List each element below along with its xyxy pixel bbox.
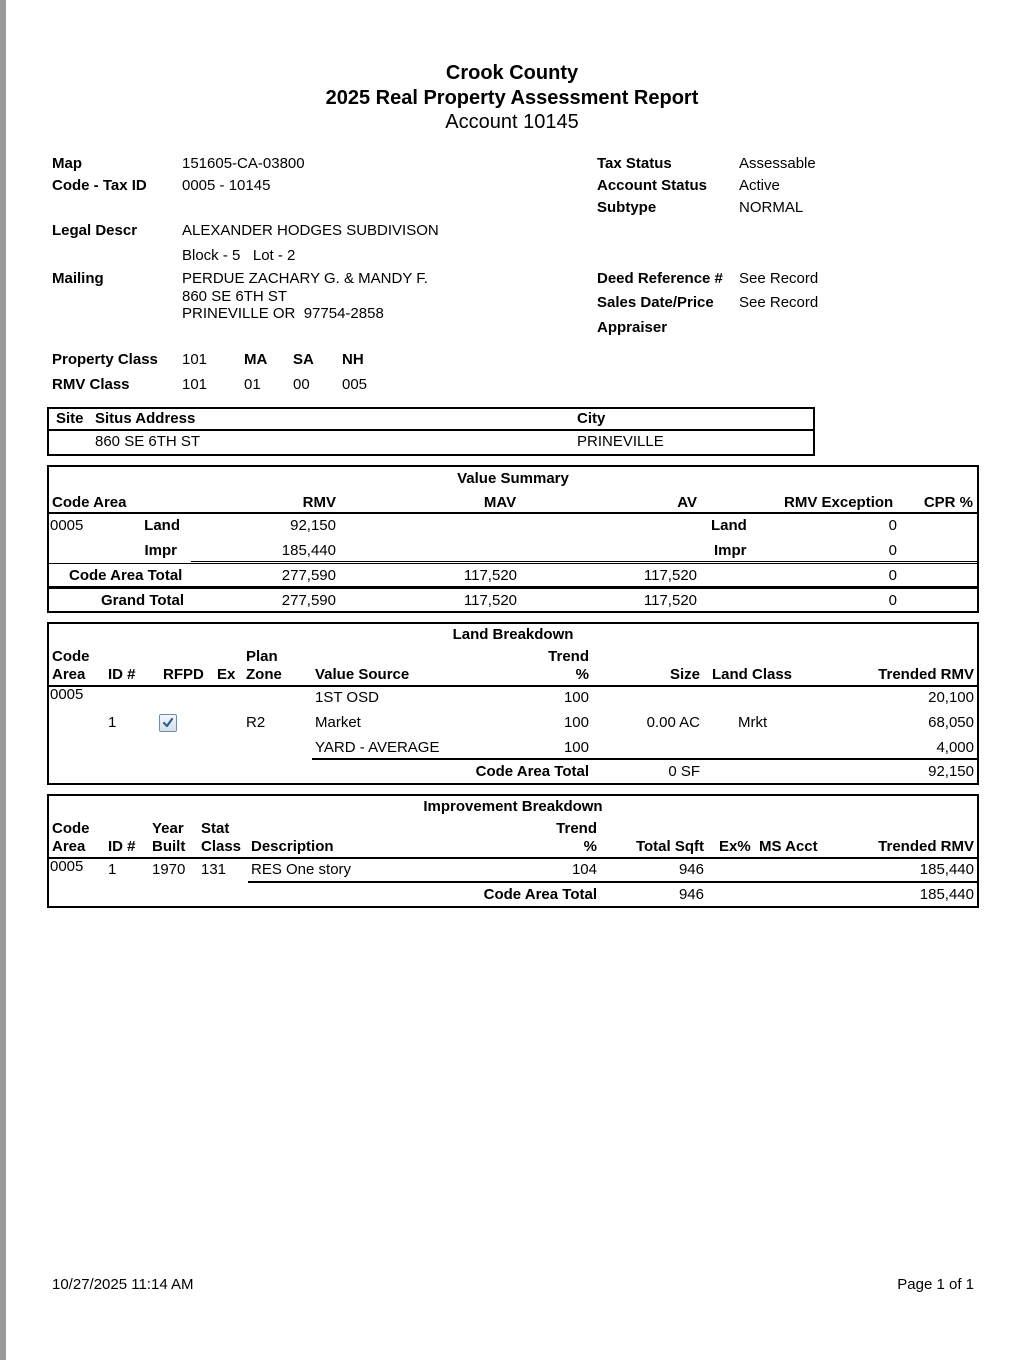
vs-impr-label: Impr (144, 542, 177, 559)
ma-label: MA (244, 351, 268, 368)
vs-mav-header: MAV (483, 494, 517, 511)
report-page (6, 0, 1036, 1360)
divider (191, 561, 977, 562)
account-status-label: Account Status (597, 177, 708, 194)
lb-land-class-header: Land Class (712, 666, 793, 683)
vs-code-area-total-label: Code Area Total (69, 567, 183, 584)
lb-row3-trended: 4,000 (936, 739, 974, 756)
ib-class-header: Class (201, 838, 242, 855)
situs-city-header: City (577, 410, 606, 427)
lb-size-header: Size (669, 666, 700, 683)
ib-total-label: Code Area Total (483, 886, 597, 903)
mailing-line2: 860 SE 6TH ST (182, 288, 288, 305)
sales-label: Sales Date/Price (597, 294, 714, 311)
footer-page-number: Page 1 of 1 (897, 1276, 974, 1293)
account-status-value: Active (739, 177, 780, 194)
lb-zone-header: Zone (246, 666, 282, 683)
vs-grand-total-label: Grand Total (101, 592, 185, 609)
lb-row3-source: YARD - AVERAGE (315, 739, 440, 756)
divider (47, 429, 815, 431)
ib-row-trended: 185,440 (919, 861, 974, 878)
situs-site-header: Site (56, 410, 84, 427)
vs-cat-rmv: 277,590 (281, 567, 336, 584)
vs-rmv-exception-header: RMV Exception (784, 494, 894, 511)
lb-code-header: Code (52, 648, 90, 665)
divider (47, 563, 979, 564)
vs-rmv-header: RMV (302, 494, 336, 511)
lb-row2-zone: R2 (246, 714, 266, 731)
ib-area-header: Area (52, 838, 86, 855)
value-summary-title: Value Summary (457, 470, 569, 487)
footer-timestamp: 10/27/2025 11:14 AM (52, 1276, 194, 1293)
map-value: 151605-CA-03800 (182, 155, 305, 172)
situs-city: PRINEVILLE (577, 433, 664, 450)
tax-status-value: Assessable (739, 155, 816, 172)
ib-trended-rmv-header: Trended RMV (878, 838, 974, 855)
divider (47, 512, 979, 514)
lb-code-area: 0005 (50, 686, 84, 703)
vs-exc-land: 0 (888, 517, 897, 534)
vs-gt-exc: 0 (888, 592, 897, 609)
divider (47, 586, 979, 589)
tax-status-label: Tax Status (597, 155, 672, 172)
lb-rfpd-header: RFPD (163, 666, 204, 683)
vs-cat-exc: 0 (888, 567, 897, 584)
lb-plan-header: Plan (246, 648, 278, 665)
vs-exc-impr-label: Impr (714, 542, 747, 559)
map-label: Map (52, 155, 82, 172)
ib-stat-header: Stat (201, 820, 230, 837)
sa-label: SA (293, 351, 314, 368)
vs-cpr-header: CPR % (923, 494, 973, 511)
ib-ms-acct-header: MS Acct (759, 838, 818, 855)
mailing-line1: PERDUE ZACHARY G. & MANDY F. (182, 270, 428, 287)
ib-pct-header: % (583, 838, 597, 855)
ib-row-trend: 104 (571, 861, 597, 878)
vs-impr-rmv: 185,440 (281, 542, 336, 559)
ib-total-sqft: 946 (678, 886, 704, 903)
lb-row1-trend: 100 (563, 689, 589, 706)
lb-id-header: ID # (108, 666, 136, 683)
lb-row3-trend: 100 (563, 739, 589, 756)
lb-value-source-header: Value Source (315, 666, 410, 683)
ib-trend-header: Trend (556, 820, 597, 837)
property-class-label: Property Class (52, 351, 158, 368)
legal-descr-value: ALEXANDER HODGES SUBDIVISON (182, 222, 439, 239)
deed-ref-label: Deed Reference # (597, 270, 723, 287)
nh-value: 005 (342, 376, 368, 393)
vs-av-header: AV (677, 494, 697, 511)
nh-label: NH (342, 351, 364, 368)
code-tax-id-label: Code - Tax ID (52, 177, 147, 194)
block-lot: Block - 5 Lot - 2 (182, 247, 296, 264)
lb-trended-rmv-header: Trended RMV (878, 666, 974, 683)
legal-descr-label: Legal Descr (52, 222, 138, 239)
lb-ex-header: Ex (217, 666, 236, 683)
divider (47, 857, 979, 859)
lb-row1-trended: 20,100 (928, 689, 974, 706)
lb-row2-trended: 68,050 (928, 714, 974, 731)
sa-value: 00 (293, 376, 310, 393)
vs-land-label: Land (144, 517, 180, 534)
mailing-label: Mailing (52, 270, 104, 287)
vs-cat-av: 117,520 (643, 567, 697, 584)
rfpd-checkbox[interactable] (159, 714, 177, 732)
lb-row2-trend: 100 (563, 714, 589, 731)
subtype-value: NORMAL (739, 199, 804, 216)
rmv-class-label: RMV Class (52, 376, 130, 393)
lb-row2-land-class: Mrkt (738, 714, 768, 731)
ib-row-id: 1 (108, 861, 117, 878)
lb-pct-header: % (575, 666, 589, 683)
ib-total-trended: 185,440 (919, 886, 974, 903)
vs-code-area: 0005 (50, 517, 84, 534)
vs-cat-mav: 117,520 (463, 567, 517, 584)
lb-total-label: Code Area Total (475, 763, 589, 780)
vs-code-area-header: Code Area (52, 494, 127, 511)
county-title: Crook County (445, 62, 579, 84)
ib-row-year: 1970 (152, 861, 186, 878)
improvement-breakdown-title: Improvement Breakdown (423, 798, 603, 815)
rmv-class-value: 101 (182, 376, 208, 393)
ib-ex-pct-header: Ex% (719, 838, 751, 855)
lb-area-header: Area (52, 666, 86, 683)
divider (312, 758, 977, 760)
divider (248, 881, 977, 883)
vs-gt-rmv: 277,590 (281, 592, 336, 609)
appraiser-label: Appraiser (597, 319, 668, 336)
ma-value: 01 (244, 376, 261, 393)
ib-total-sqft-header: Total Sqft (635, 838, 704, 855)
vs-exc-impr: 0 (888, 542, 897, 559)
ib-code-header: Code (52, 820, 90, 837)
checkmark-icon (161, 716, 175, 730)
subtype-label: Subtype (597, 199, 657, 216)
ib-year-header: Year (152, 820, 184, 837)
ib-row-description: RES One story (251, 861, 352, 878)
vs-land-rmv: 92,150 (290, 517, 336, 534)
sales-value: See Record (739, 294, 819, 311)
land-breakdown-title: Land Breakdown (452, 626, 574, 643)
lb-row2-id: 1 (108, 714, 117, 731)
ib-row-stat-class: 131 (201, 861, 227, 878)
lb-total-size: 0 SF (668, 763, 700, 780)
divider (47, 685, 979, 687)
property-class-value: 101 (182, 351, 208, 368)
code-tax-id-value: 0005 - 10145 (182, 177, 271, 194)
report-title: 2025 Real Property Assessment Report (325, 87, 699, 109)
deed-ref-value: See Record (739, 270, 819, 287)
account-title: Account 10145 (445, 111, 579, 133)
lb-row1-source: 1ST OSD (315, 689, 379, 706)
ib-built-header: Built (152, 838, 186, 855)
ib-description-header: Description (251, 838, 334, 855)
situs-address: 860 SE 6TH ST (95, 433, 201, 450)
vs-gt-mav: 117,520 (463, 592, 517, 609)
ib-code-area: 0005 (50, 858, 84, 875)
lb-row2-source: Market (315, 714, 361, 731)
ib-id-header: ID # (108, 838, 136, 855)
vs-gt-av: 117,520 (643, 592, 697, 609)
ib-row-sqft: 946 (678, 861, 704, 878)
lb-trend-header: Trend (548, 648, 589, 665)
vs-exc-land-label: Land (711, 517, 747, 534)
lb-total-trended: 92,150 (928, 763, 974, 780)
mailing-line3: PRINEVILLE OR 97754-2858 (182, 305, 384, 322)
situs-address-header: Situs Address (95, 410, 196, 427)
lb-row2-size: 0.00 AC (646, 714, 700, 731)
